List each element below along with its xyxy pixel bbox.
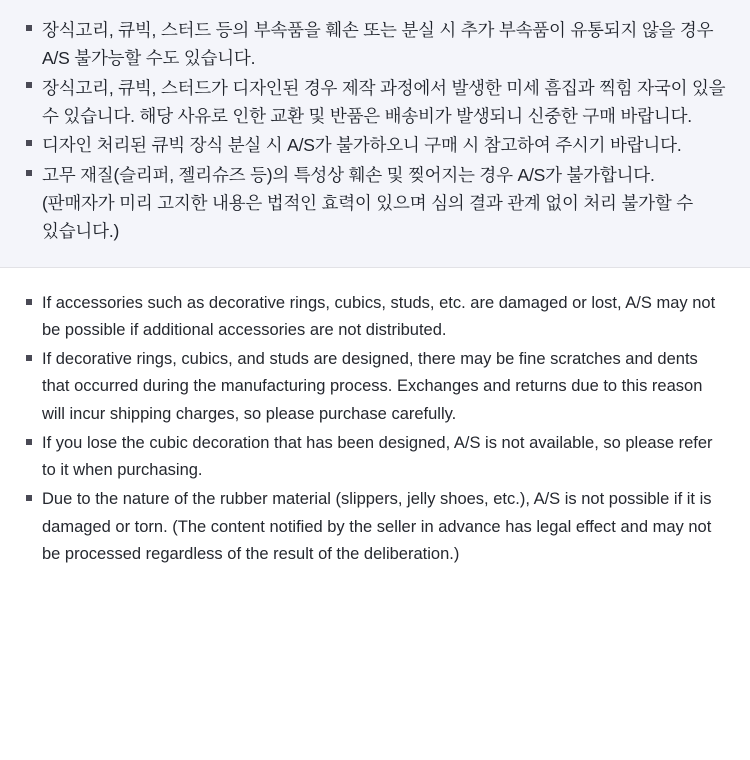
list-item-text: 디자인 처리된 큐빅 장식 분실 시 A/S가 불가하오니 구매 시 참고하여 주시기 바랍니다. (42, 135, 682, 156)
list-item (22, 131, 728, 159)
square-bullet-icon (26, 495, 32, 501)
english-notice-list (22, 290, 728, 568)
korean-notice-section (0, 0, 750, 267)
list-item (22, 16, 728, 73)
english-notice-section (0, 268, 750, 580)
square-bullet-icon (26, 140, 32, 146)
list-item (22, 486, 728, 568)
square-bullet-icon (26, 299, 32, 305)
list-item-text: 장식고리, 큐빅, 스터드 등의 부속품을 훼손 또는 분실 시 추가 부속품이 유통되지 않을 경우 A/S 불가능할 수도 있습니다. (42, 20, 714, 69)
list-item-text: Due to the nature of the rubber material (slippers, jelly shoes, etc.), A/S is not possible if it is damaged or torn. (The content notified by the seller in advance has legal effect and may not be processed regardless of the result of the deliberation.) (42, 490, 712, 563)
list-item (22, 346, 728, 428)
square-bullet-icon (26, 25, 32, 31)
list-item-text: If you lose the cubic decoration that has been designed, A/S is not available, so please refer to it when purchasing. (42, 433, 713, 480)
list-item (22, 74, 728, 131)
korean-notice-list (22, 16, 728, 246)
list-item-text: 고무 재질(슬리퍼, 젤리슈즈 등)의 특성상 훼손 및 찢어지는 경우 A/S가 불가합니다. (판매자가 미리 고지한 내용은 법적인 효력이 있으며 심의 결과 관계 없이 처리 불가할 수 있습니다.) (42, 164, 693, 242)
list-item (22, 290, 728, 344)
list-item (22, 430, 728, 484)
square-bullet-icon (26, 439, 32, 445)
square-bullet-icon (26, 355, 32, 361)
square-bullet-icon (26, 82, 32, 88)
square-bullet-icon (26, 170, 32, 176)
list-item-text: If accessories such as decorative rings, cubics, studs, etc. are damaged or lost, A/S may not be possible if additional accessories are not distributed. (42, 293, 716, 339)
list-item (22, 161, 728, 246)
list-item-text: 장식고리, 큐빅, 스터드가 디자인된 경우 제작 과정에서 발생한 미세 흠집과 찍힘 자국이 있을 수 있습니다. 해당 사유로 인한 교환 및 반품은 배송비가 발생되니 신중한 구매 바랍니다. (42, 77, 726, 127)
list-item-text: If decorative rings, cubics, and studs are designed, there may be fine scratches and dents that occurred during the manufacturing process. Exchanges and returns due to this reason will incur shipping charges, so please purchase carefully. (42, 350, 703, 423)
